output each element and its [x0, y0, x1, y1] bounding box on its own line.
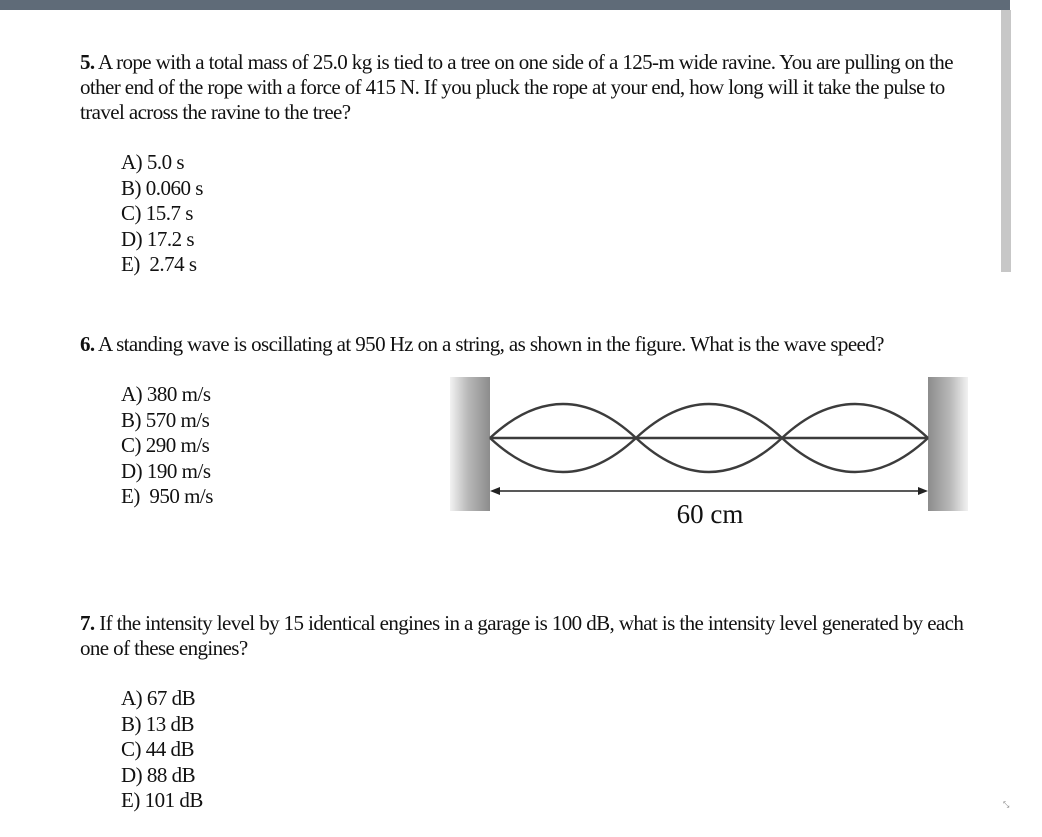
q7-option-e[interactable]: E) 101 dB	[121, 788, 203, 812]
length-label: 60 cm	[676, 499, 744, 529]
q6-option-a[interactable]: A) 380 m/s	[121, 382, 211, 406]
wave-loop-1-down	[490, 438, 636, 472]
wave-loop-2-up	[636, 404, 782, 438]
question-6-number: 6.	[80, 332, 95, 356]
wave-loop-1-up	[490, 404, 636, 438]
question-5	[80, 50, 992, 125]
question-5-number: 5.	[80, 50, 95, 74]
question-7-options	[121, 686, 203, 814]
q6-option-d[interactable]: D) 190 m/s	[121, 458, 211, 483]
resize-grip-icon[interactable]: ⤡	[1003, 800, 1010, 809]
question-7	[80, 611, 980, 661]
q7-option-b[interactable]: B) 13 dB	[121, 711, 195, 736]
left-wall	[450, 377, 490, 511]
top-bar	[0, 0, 1010, 10]
wave-loop-3-down	[782, 438, 928, 472]
q6-option-b[interactable]: B) 570 m/s	[121, 407, 210, 432]
q7-option-d[interactable]: D) 88 dB	[121, 762, 196, 787]
q7-option-a[interactable]: A) 67 dB	[121, 686, 196, 710]
q6-option-c[interactable]: C) 290 m/s	[121, 433, 210, 457]
right-wall	[928, 377, 968, 511]
question-5-options	[121, 150, 203, 278]
q5-option-b[interactable]: B) 0.060 s	[121, 175, 203, 200]
question-7-text: If the intensity level by 15 identical engines in a garage is 100 dB, what is the intensity level generated by each one of these engines?	[80, 611, 964, 660]
dimension-arrow-left	[490, 487, 500, 495]
vertical-scrollbar[interactable]	[1001, 10, 1011, 272]
q5-option-a[interactable]: A) 5.0 s	[121, 150, 185, 174]
wave-loop-3-up	[782, 404, 928, 438]
q7-option-c[interactable]: C) 44 dB	[121, 737, 195, 761]
q5-option-e[interactable]: E) 2.74 s	[121, 252, 197, 276]
question-6-text: A standing wave is oscillating at 950 Hz on a string, as shown in the figure. What is the wave speed?	[94, 332, 884, 356]
q5-option-d[interactable]: D) 17.2 s	[121, 226, 195, 251]
question-7-number: 7.	[80, 611, 95, 635]
question-5-text: A rope with a total mass of 25.0 kg is tied to a tree on one side of a 125-m wide ravine. You are pulling on the other end of the rope with a force of 415 N. If you pluck the rope at your end, how long will it take the pulse to travel across the ravine to the tree?	[80, 50, 953, 124]
q6-option-e[interactable]: E) 950 m/s	[121, 484, 213, 508]
question-6	[80, 332, 1010, 357]
wave-loop-2-down	[636, 438, 782, 472]
question-6-options	[121, 382, 213, 510]
q5-option-c[interactable]: C) 15.7 s	[121, 201, 193, 225]
standing-wave-figure	[450, 377, 970, 537]
dimension-arrow-right	[918, 487, 928, 495]
